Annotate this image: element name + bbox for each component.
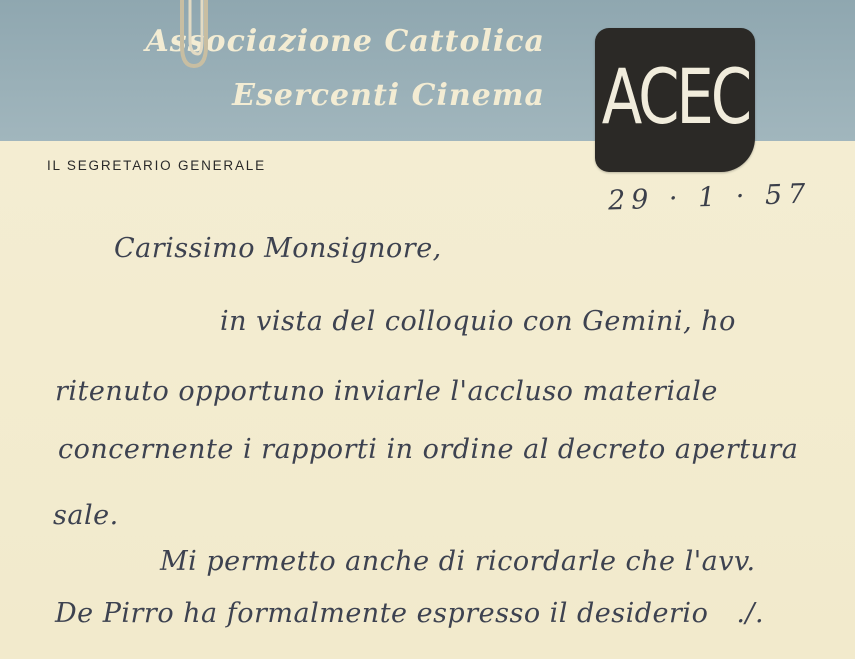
org-name-line2: Esercenti Cinema [232,78,545,113]
secretary-title: IL SEGRETARIO GENERALE [47,158,266,173]
body-line-6 [55,598,764,629]
salutation: Carissimo Monsignore, [114,233,442,264]
body-line-2: ritenuto opportuno inviarle l'accluso materiale [55,376,718,407]
body-line-6-text: De Pirro ha formalmente espresso il desiderio [55,598,709,629]
body-line-3: concernente i rapporti in ordine al decreto apertura [58,434,799,465]
org-name-line1: Associazione Cattolica [145,24,545,59]
letter-date: 29 · 1 · 57 [607,178,812,217]
body-line-5: Mi permetto anche di ricordarle che l'avv. [160,546,756,577]
logo-text: ACEC [601,52,749,141]
paperclip-icon [160,0,216,76]
acec-logo [595,28,755,172]
body-line-4: sale. [53,500,119,531]
body-line-1: in vista del colloquio con Gemini, ho [220,306,736,337]
continuation-mark: ./. [736,598,765,629]
